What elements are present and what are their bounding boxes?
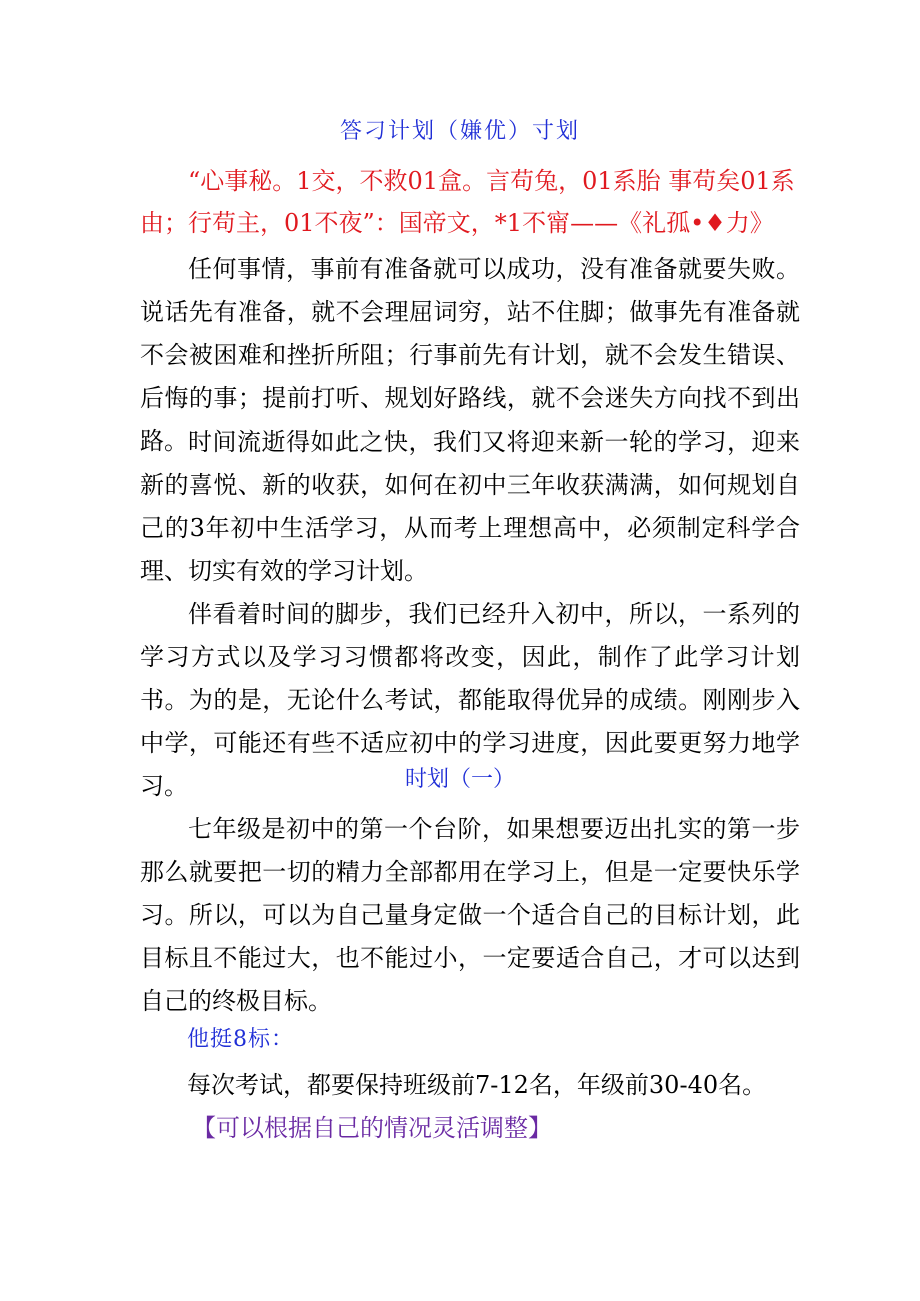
paragraph-1: 任何事情，事前有准备就可以成功，没有准备就要失败。说话先有准备，就不会理屈词穷，站不住脚；做事先有准备就不会被困难和挫折所阻；行事前先有计划，就不会发生错误、后悔的事；提前打听、规划好路线，就不会迷失方向找不到出路。	[140, 255, 800, 455]
goal-text: 每次考试，都要保持班级前7-12名，年级前30-40名。	[187, 1071, 767, 1099]
section-heading: 时划（一）	[404, 767, 515, 792]
document-title: 答刁计划（嫌优）寸划	[339, 119, 580, 144]
goal-label: 他挺8标：	[187, 1027, 294, 1052]
opening-quote: “心事秘。1交，不救01盒。言苟兔，01系胎 事苟矣01系由；行苟主，01不夜”：国帝文，*1不甯——《礼孤•♦力》	[140, 167, 795, 237]
paragraph-2: 时间流逝得如此之快，我们又将迎来新一轮的学习，迎来新的喜悦、新的收获，如何在初中三年收获满满，如何规划自己的3年初中生活学习，从而考上理想高中，必须制定科学合理、切实有效的学习计划。	[140, 428, 800, 585]
adjustment-note: 【可以根据自己的情况灵活调整】	[192, 1114, 552, 1142]
section-paragraph: 七年级是初中的第一个台阶，如果想要迈出扎实的第一步那么就要把一切的精力全部都用在学习上，但是一定要快乐学习。所以，可以为自己量身定做一个适合自己的目标计划，此目标且不能过大，也不能过小，一定要适合自己，才可以达到自己的终极目标。	[140, 815, 800, 1015]
paragraph-3: 伴看着时间的脚步，我们已经升入初中，所以，一系列的学习方式以及学习习惯都将改变，因此，制作了此学习计划书。为的是，无论什么考试，都能取得优异的成绩。刚刚步入中学，可能还有些不适应初中的学习进度，因此要更努力地学习。	[140, 600, 800, 800]
